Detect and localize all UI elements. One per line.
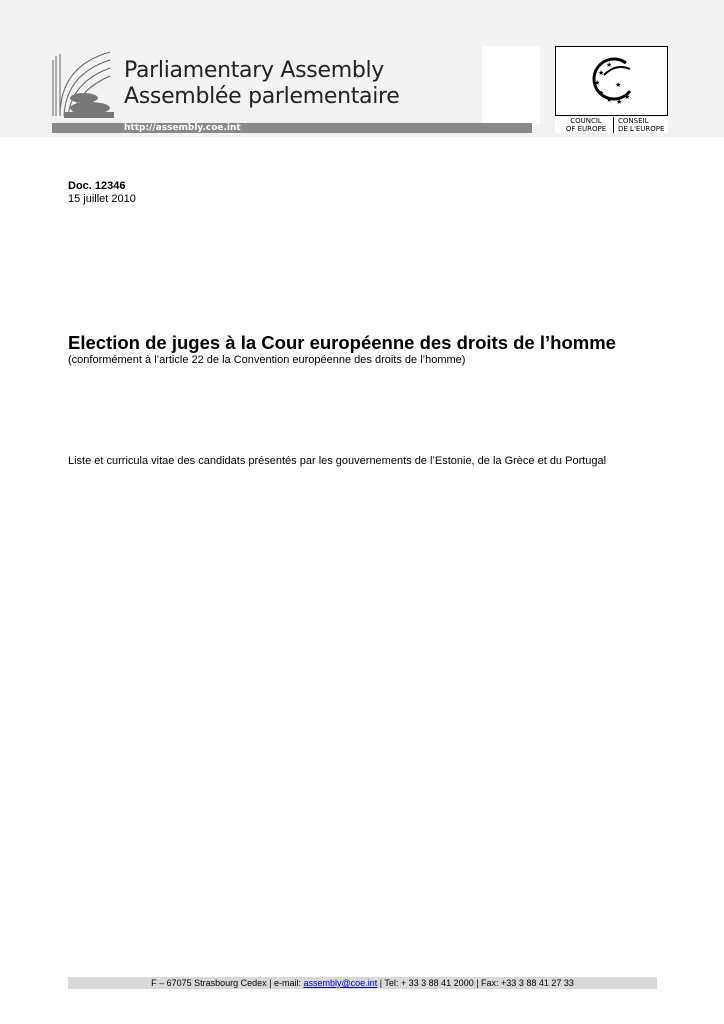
svg-text:★: ★ bbox=[616, 98, 623, 106]
svg-text:★: ★ bbox=[594, 79, 601, 87]
document-subtitle: (conformément à l’article 22 de la Convention européenne des droits de l’homme) bbox=[68, 354, 466, 366]
assembly-url[interactable]: http://assembly.coe.int bbox=[124, 123, 241, 133]
assembly-title-fr: Assemblée parlementaire bbox=[124, 84, 400, 109]
footer-phone-fax: | Tel: + 33 3 88 41 2000 | Fax: +33 3 88 41 27 33 bbox=[377, 978, 574, 988]
footer-email-link[interactable]: assembly@coe.int bbox=[303, 978, 378, 988]
svg-text:★: ★ bbox=[606, 96, 613, 104]
coe-label-en: COUNCIL OF EUROPE bbox=[565, 117, 607, 133]
svg-text:★: ★ bbox=[598, 69, 605, 77]
svg-text:★: ★ bbox=[615, 81, 622, 89]
council-of-europe-emblem-icon bbox=[586, 53, 638, 109]
assembly-title bbox=[124, 58, 400, 110]
header-white-block bbox=[482, 46, 540, 124]
svg-text:★: ★ bbox=[606, 61, 613, 69]
document-title: Election de juges à la Cour européenne des droits de l’homme bbox=[68, 332, 616, 353]
council-of-europe-labels bbox=[555, 117, 668, 133]
document-number: Doc. 12346 bbox=[68, 180, 126, 192]
assembly-hemicycle-logo bbox=[50, 46, 118, 120]
document-reference bbox=[68, 180, 136, 206]
document-intro: Liste et curricula vitae des candidats présentés par les gouvernements de l’Estonie, de la Grèce et du Portugal bbox=[68, 455, 607, 467]
url-bar bbox=[52, 123, 532, 133]
assembly-title-en: Parliamentary Assembly bbox=[124, 58, 385, 83]
coe-label-fr: CONSEIL DE L'EUROPE bbox=[613, 117, 663, 133]
svg-text:★: ★ bbox=[624, 93, 631, 101]
footer-address: F – 67075 Strasbourg Cedex | e-mail: bbox=[151, 978, 304, 988]
footer-contact-bar bbox=[68, 977, 657, 989]
council-of-europe-logo bbox=[555, 46, 668, 116]
document-date: 15 juillet 2010 bbox=[68, 193, 136, 205]
svg-text:★: ★ bbox=[598, 89, 605, 97]
